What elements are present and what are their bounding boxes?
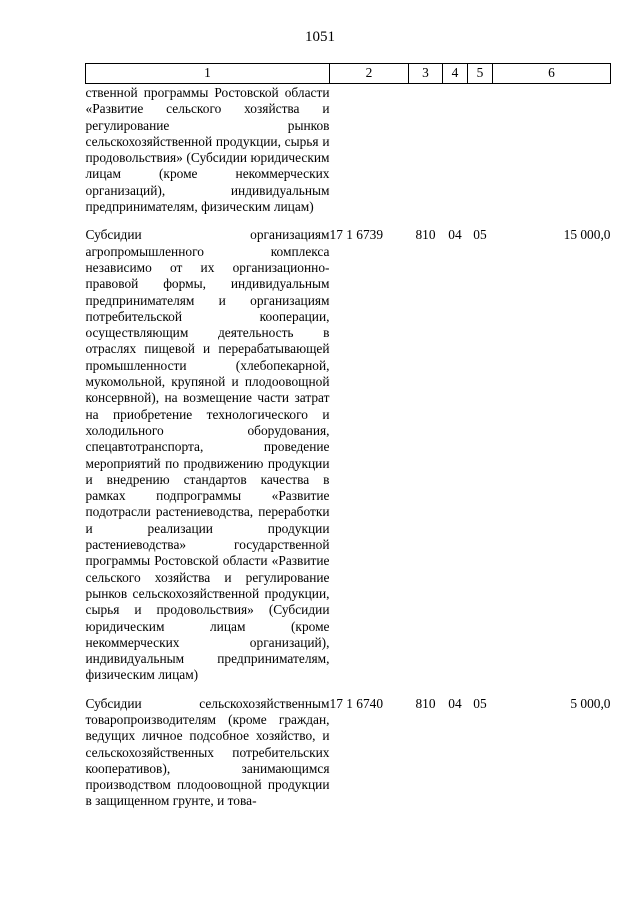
row-code: 17 1 6739 <box>329 227 384 243</box>
page-number: 1051 <box>305 29 335 45</box>
row-description: Субсидии сельскохозяйственным товаропроизводителям (кроме граждан, ведущих личное подсобное хозяйство, и сельскохозяйственных потребительских кооперативов), занимающимся производством плодоовощной продукции в защищенном грунте, и това- <box>85 695 330 809</box>
column-header: 3 <box>409 64 443 84</box>
row-amount <box>493 84 611 227</box>
row-col5 <box>468 84 493 227</box>
row-code: 17 1 6740 <box>329 695 384 711</box>
row-amount: 5 000,0 <box>570 695 611 711</box>
column-header: 5 <box>468 64 493 84</box>
table-row <box>86 84 611 227</box>
column-header: 4 <box>443 64 468 84</box>
row-code <box>330 84 409 227</box>
budget-table <box>85 63 611 821</box>
row-col3 <box>409 84 443 227</box>
row-col4: 04 <box>448 695 462 711</box>
row-col5: 05 <box>473 227 487 243</box>
row-col3: 810 <box>415 695 436 711</box>
table-row <box>86 226 611 694</box>
table-row <box>86 695 611 821</box>
row-amount: 15 000,0 <box>563 227 611 243</box>
row-description: ственной программы Ростовской области «Развитие сельского хозяйства и регулирование рынков сельскохозяйственной продукции, сырья и продовольствия» (Субсидии юридическим лицам (кроме некоммерческих организаций), индивидуальным предпринимателям, физическим лицам) <box>85 85 330 215</box>
row-col3: 810 <box>415 227 436 243</box>
column-header: 2 <box>330 64 409 84</box>
row-col5: 05 <box>473 695 487 711</box>
table-header-row <box>86 64 611 84</box>
row-col4: 04 <box>448 227 462 243</box>
row-description: Субсидии организациям агропромышленного комплекса независимо от их организационно-правовой формы, индивидуальным предпринимателям и организациям потребительской кооперации, осуществляющим деятельность в отраслях пищевой и перерабатывающей промышленности (хлебопекарной, мукомольной, крупяной и плодоовощной консервной), на возмещение части затрат на приобретение технологического и холодильного оборудования, спецавтотранспорта, проведение мероприятий по продвижению продукции и внедрению стандартов качества в рамках подпрограммы «Развитие подотрасли растениеводства, переработки и реализации продукции растениеводства» государственной программы Ростовской области «Развитие сельского хозяйства и регулирование рынков сельскохозяйственной продукции, сырья и продовольствия» (Субсидии юридическим лицам (кроме некоммерческих организаций), индивидуальным предпринимателям, физическим лицам) <box>85 227 330 683</box>
column-header: 6 <box>493 64 611 84</box>
row-col4 <box>443 84 468 227</box>
column-header: 1 <box>86 64 330 84</box>
